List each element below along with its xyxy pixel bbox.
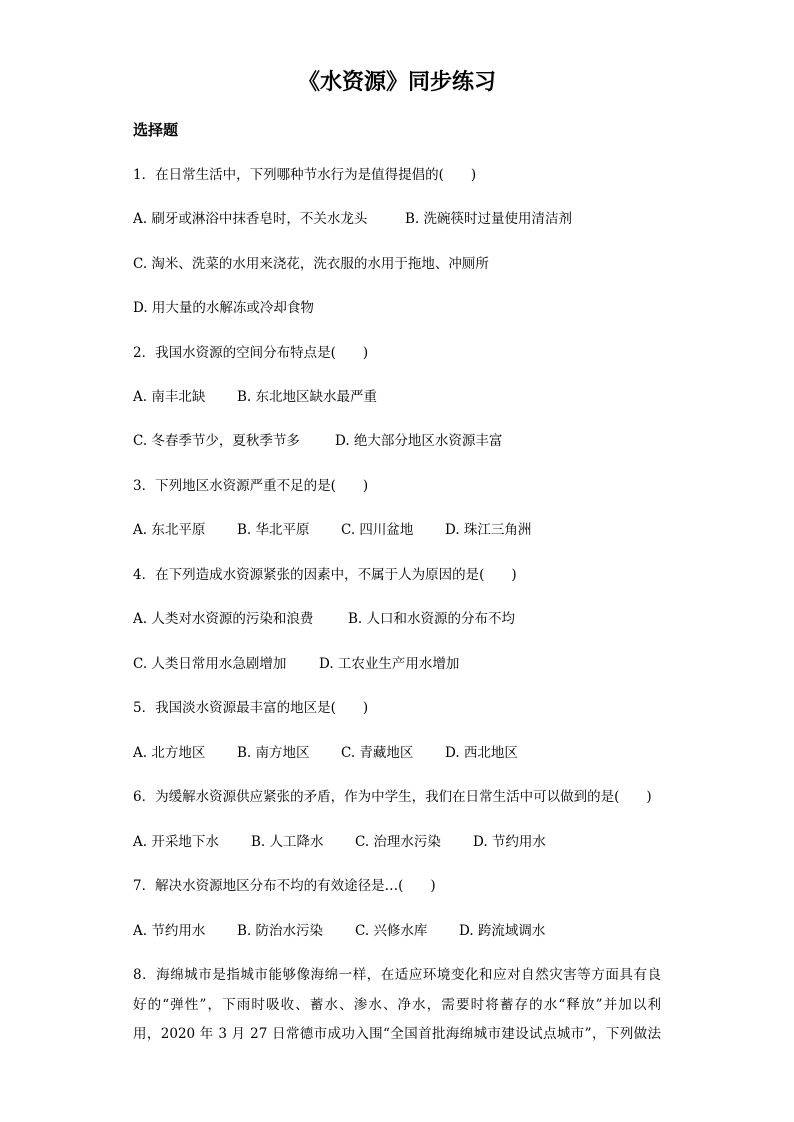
option-c: C. 青藏地区 xyxy=(341,745,414,761)
paragraph-line: 用，2020 年 3 月 27 日常德市成功入围“全国首批海绵城市建设试点城市”，下列做法 xyxy=(133,1026,661,1042)
section-heading: 选择题 xyxy=(133,121,179,139)
option-d: D. 节约用水 xyxy=(473,834,546,850)
option-line xyxy=(133,254,489,274)
option-line xyxy=(133,209,572,229)
option-a: A. 北方地区 xyxy=(133,745,206,761)
page-title: 《水资源》同步练习 xyxy=(297,69,496,95)
option-line xyxy=(133,743,518,763)
option-line xyxy=(133,387,377,407)
option-d: D. 跨流域调水 xyxy=(459,923,546,939)
paragraph-line: 好的“弹性”，下雨时吸收、蓄水、渗水、净水，需要时将蓄存的水“释放”并加以利 xyxy=(133,996,661,1013)
option-c: C. 人类日常用水急剧增加 xyxy=(133,656,287,672)
question-stem: 3．下列地区水资源严重不足的是( ) xyxy=(133,478,369,494)
option-d: D. 珠江三角洲 xyxy=(445,522,532,538)
option-d: D. 工农业生产用水增加 xyxy=(319,656,460,672)
option-b: B. 洗碗筷时过量使用清洁剂 xyxy=(405,211,573,227)
question-stem: 6．为缓解水资源供应紧张的矛盾，作为中学生，我们在日常生活中可以做到的是( ) xyxy=(133,789,652,805)
option-d: D. 绝大部分地区水资源丰富 xyxy=(335,433,503,449)
option-c: C. 四川盆地 xyxy=(341,522,414,538)
option-a: A. 南丰北缺 xyxy=(133,389,206,405)
option-b: B. 东北地区缺水最严重 xyxy=(237,389,378,405)
question-stem: 2．我国水资源的空间分布特点是( ) xyxy=(133,345,369,361)
option-d: D. 用大量的水解冻或冷却食物 xyxy=(133,300,314,316)
paragraph-line: 8．海绵城市是指城市能够像海绵一样，在适应环境变化和应对自然灾害等方面具有良 xyxy=(133,967,661,983)
option-a: A. 开采地下水 xyxy=(133,834,219,850)
question-stem: 1．在日常生活中，下列哪种节水行为是值得提倡的( ) xyxy=(133,167,477,183)
option-line xyxy=(133,832,546,852)
option-a: A. 东北平原 xyxy=(133,522,206,538)
option-line xyxy=(133,921,545,941)
option-a: A. 人类对水资源的污染和浪费 xyxy=(133,611,314,627)
option-a: A. 刷牙或淋浴中抹香皂时，不关水龙头 xyxy=(133,211,368,227)
option-b: B. 防治水污染 xyxy=(237,923,324,939)
question-stem: 5．我国淡水资源最丰富的地区是( ) xyxy=(133,700,369,716)
option-c: C. 兴修水库 xyxy=(355,923,428,939)
option-c: C. 冬春季节少，夏秋季节多 xyxy=(133,433,300,449)
option-line xyxy=(133,609,515,629)
option-b: B. 人工降水 xyxy=(251,834,324,850)
option-b: B. 人口和水资源的分布不均 xyxy=(348,611,516,627)
option-line xyxy=(133,654,459,674)
option-c: C. 治理水污染 xyxy=(355,834,441,850)
option-c: C. 淘米、洗菜的水用来浇花，洗衣服的水用于拖地、冲厕所 xyxy=(133,256,489,272)
question-stem: 7．解决水资源地区分布不均的有效途径是…( ) xyxy=(133,878,436,894)
question-stem: 4．在下列造成水资源紧张的因素中，不属于人为原因的是( ) xyxy=(133,567,517,583)
option-line xyxy=(133,431,502,451)
option-b: B. 华北平原 xyxy=(237,522,310,538)
option-d: D. 西北地区 xyxy=(445,745,518,761)
option-a: A. 节约用水 xyxy=(133,923,206,939)
option-line xyxy=(133,298,314,318)
question-8-paragraph xyxy=(133,961,661,1050)
option-b: B. 南方地区 xyxy=(237,745,310,761)
option-line xyxy=(133,520,531,540)
